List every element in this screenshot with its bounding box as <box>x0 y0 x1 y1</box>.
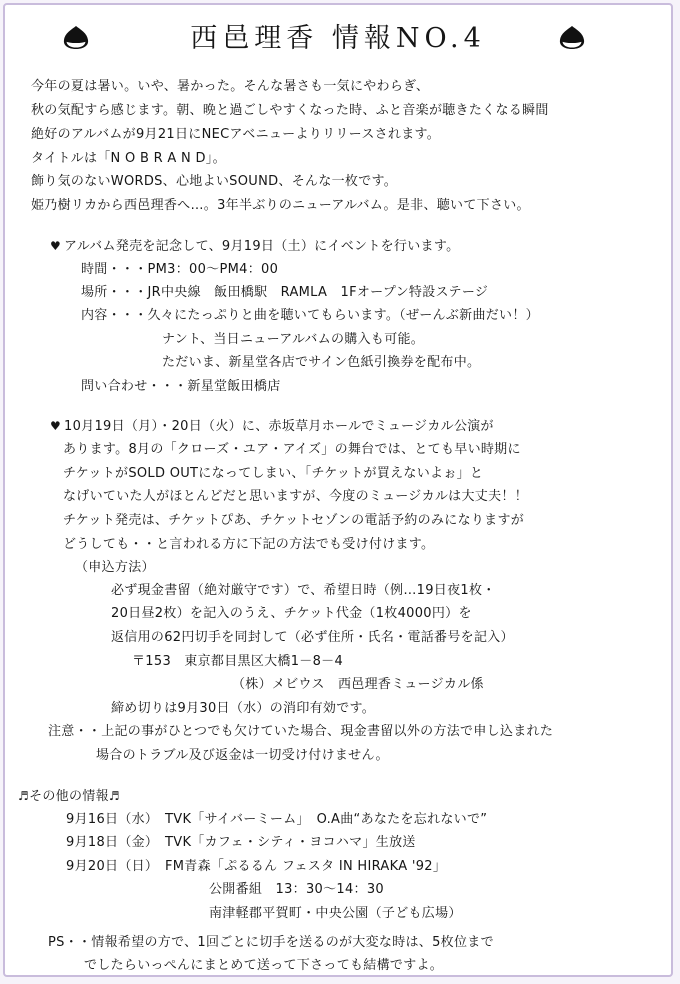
address-line: （株）メビウス 西邑理香ミュージカル係 <box>232 677 484 692</box>
heart-icon: ♥ <box>50 419 62 433</box>
address-line: 〒153 東京都目黒区大橋1－8－4 <box>132 654 344 669</box>
event-place: 場所・・・JR中央線 飯田橋駅 RAMLA 1Fオープン特設ステージ <box>81 285 489 300</box>
event-content: 内容・・・久々にたっぷりと曲を聴いてもらいます。（ぜーんぶ新曲だい！） <box>81 308 539 323</box>
other-item: 公開番組 13：30〜14：30 <box>209 882 384 897</box>
musical-paragraph: なげいていた人がほとんどだと思いますが、今度のミュージカルは大丈夫！！ <box>63 489 528 504</box>
music-note-icon: ♬ <box>108 789 120 803</box>
other-item: 9月18日（金） TVK「カフェ・シティ・ヨコハマ」生放送 <box>66 835 416 850</box>
musical-paragraph: チケットがSOLD OUTになってしまい、「チケットが買えないよぉ」と <box>63 466 484 481</box>
intro-line: タイトルは「N O B R A N D」。 <box>31 151 226 166</box>
intro-line: 秋の気配すら感じます。朝、晩と過ごしやすくなった時、ふと音楽が聴きたくなる瞬間 <box>31 103 549 118</box>
method-line: 20日昼2枚）を記入のうえ、チケット代金（1枚4000円）を <box>111 606 472 621</box>
heart-icon: ♥ <box>50 239 62 253</box>
event-time: 時間・・・PM3：00〜PM4：00 <box>81 262 279 277</box>
caution-line: 注意・・上記の事がひとつでも欠けていた場合、現金書留以外の方法で申し込まれた <box>48 724 554 739</box>
other-item: 9月16日（水） TVK「サイバーミーム」 O.A曲“あなたを忘れないで” <box>66 812 488 827</box>
music-note-icon: ♬ <box>18 789 30 803</box>
chestnut-icon <box>558 24 586 50</box>
other-item: 南津軽郡平賀町・中央公園（子ども広場） <box>209 906 462 921</box>
intro-line: 飾り気のないWORDS、心地よいSOUND、そんな一枚です。 <box>31 174 398 189</box>
event-content: ただいま、新星堂各店でサイン色紙引換券を配布中。 <box>162 355 481 370</box>
method-heading: （申込方法） <box>75 560 155 575</box>
ps-line: でしたらいっぺんにまとめて送って下さっても結構ですよ。 <box>84 958 444 973</box>
intro-line: 今年の夏は暑い。いや、暑かった。そんな暑さも一気にやわらぎ、 <box>31 79 430 94</box>
event-heading: ♥ アルバム発売を記念して、9月19日（土）にイベントを行います。 <box>50 239 460 254</box>
musical-paragraph: チケット発売は、チケットぴあ、チケットセゾンの電話予約のみになりますが <box>63 513 525 528</box>
musical-paragraph: ♥ 10月19日（月）・20日（火）に、赤坂草月ホールでミュージカル公演が <box>50 419 494 434</box>
deadline: 締め切りは9月30日（水）の消印有効です。 <box>111 701 376 716</box>
method-line: 返信用の62円切手を同封して（必ず住所・氏名・電話番号を記入） <box>111 630 514 645</box>
page-title: 西邑理香 情報NO.4 <box>190 23 486 54</box>
method-line: 必ず現金書留（絶対厳守です）で、希望日時（例…19日夜1枚・ <box>111 583 496 598</box>
event-content: ナント、当日ニューアルバムの購入も可能。 <box>162 332 425 347</box>
intro-line: 姫乃樹リカから西邑理香へ…。3年半ぶりのニューアルバム。是非、聴いて下さい。 <box>31 198 530 213</box>
musical-paragraph: どうしても・・と言われる方に下記の方法でも受け付けます。 <box>63 537 435 552</box>
ps-line: PS・・情報希望の方で、1回ごとに切手を送るのが大変な時は、5枚位まで <box>48 935 494 950</box>
intro-line: 絶好のアルバムが9月21日にNECアベニューよりリリースされます。 <box>31 127 441 142</box>
other-item: 9月20日（日） FM青森「ぷるるん フェスタ IN HIRAKA '92」 <box>66 859 447 874</box>
other-heading: ♬その他の情報♬ <box>18 789 120 804</box>
caution-line: 場合のトラブル及び返金は一切受け付けません。 <box>96 748 389 763</box>
event-contact: 問い合わせ・・・新星堂飯田橋店 <box>81 379 281 394</box>
musical-paragraph: あります。8月の「クローズ・ユア・アイズ」の舞台では、とても早い時期に <box>63 442 521 457</box>
